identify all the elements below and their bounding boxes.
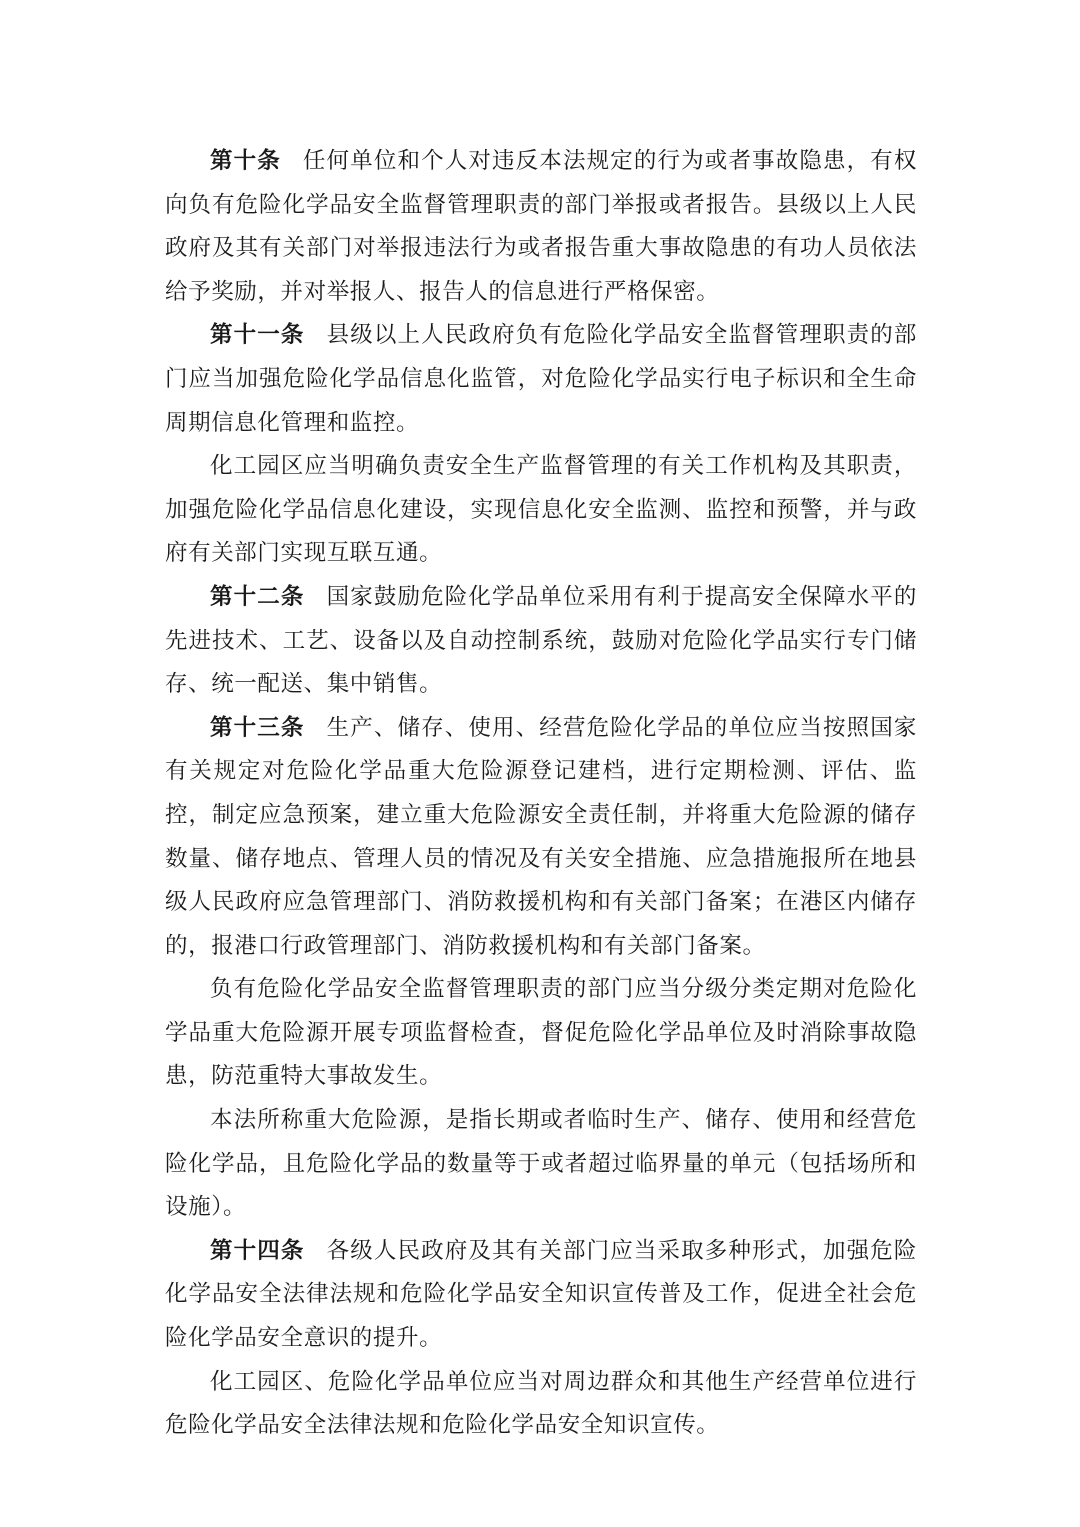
document-body — [165, 140, 917, 1448]
article-13-paragraph-2 — [165, 968, 917, 1099]
article-14-paragraph-2 — [165, 1361, 917, 1448]
article-text: 县级以上人民政府负有危险化学品安全监督管理职责的部门应当加强危险化学品信息化监管，对危险化学品实行电子标识和全生命周期信息化管理和监控。 — [165, 322, 917, 436]
article-10 — [165, 140, 917, 314]
article-text: 生产、储存、使用、经营危险化学品的单位应当按照国家有关规定对危险化学品重大危险源登记建档，进行定期检测、评估、监控，制定应急预案，建立重大危险源安全责任制，并将重大危险源的储存数量、储存地点、管理人员的情况及有关安全措施、应急措施报所在地县级人民政府应急管理部门、消防救援机构和有关部门备案；在港区内储存的，报港口行政管理部门、消防救援机构和有关部门备案。 — [165, 714, 917, 959]
article-11-paragraph-2 — [165, 445, 917, 576]
article-text: 任何单位和个人对违反本法规定的行为或者事故隐患，有权向负有危险化学品安全监督管理职责的部门举报或者报告。县级以上人民政府及其有关部门对举报违法行为或者报告重大事故隐患的有功人员依法给予奖励，并对举报人、报告人的信息进行严格保密。 — [165, 148, 917, 305]
article-heading: 第十三条 — [210, 714, 305, 741]
paragraph-text: 化工园区应当明确负责安全生产监督管理的有关工作机构及其职责，加强危险化学品信息化建设，实现信息化安全监测、监控和预警，并与政府有关部门实现互联互通。 — [165, 453, 917, 567]
article-heading: 第十二条 — [210, 583, 305, 610]
article-heading: 第十条 — [210, 148, 281, 174]
article-heading: 第十四条 — [210, 1237, 305, 1264]
article-13-paragraph-3 — [165, 1099, 917, 1230]
article-text: 各级人民政府及其有关部门应当采取多种形式，加强危险化学品安全法律法规和危险化学品安全知识宣传普及工作，促进全社会危险化学品安全意识的提升。 — [165, 1237, 917, 1352]
article-11 — [165, 314, 917, 445]
article-12 — [165, 576, 917, 707]
article-14 — [165, 1230, 917, 1361]
article-text: 国家鼓励危险化学品单位采用有利于提高安全保障水平的先进技术、工艺、设备以及自动控制系统，鼓励对危险化学品实行专门储存、统一配送、集中销售。 — [165, 583, 917, 698]
paragraph-text: 负有危险化学品安全监督管理职责的部门应当分级分类定期对危险化学品重大危险源开展专项监督检查，督促危险化学品单位及时消除事故隐患，防范重特大事故发生。 — [165, 976, 917, 1090]
paragraph-text: 本法所称重大危险源，是指长期或者临时生产、储存、使用和经营危险化学品，且危险化学品的数量等于或者超过临界量的单元（包括场所和设施）。 — [165, 1107, 917, 1221]
paragraph-text: 化工园区、危险化学品单位应当对周边群众和其他生产经营单位进行危险化学品安全法律法规和危险化学品安全知识宣传。 — [165, 1368, 917, 1439]
article-heading: 第十一条 — [210, 322, 305, 349]
article-13 — [165, 707, 917, 969]
